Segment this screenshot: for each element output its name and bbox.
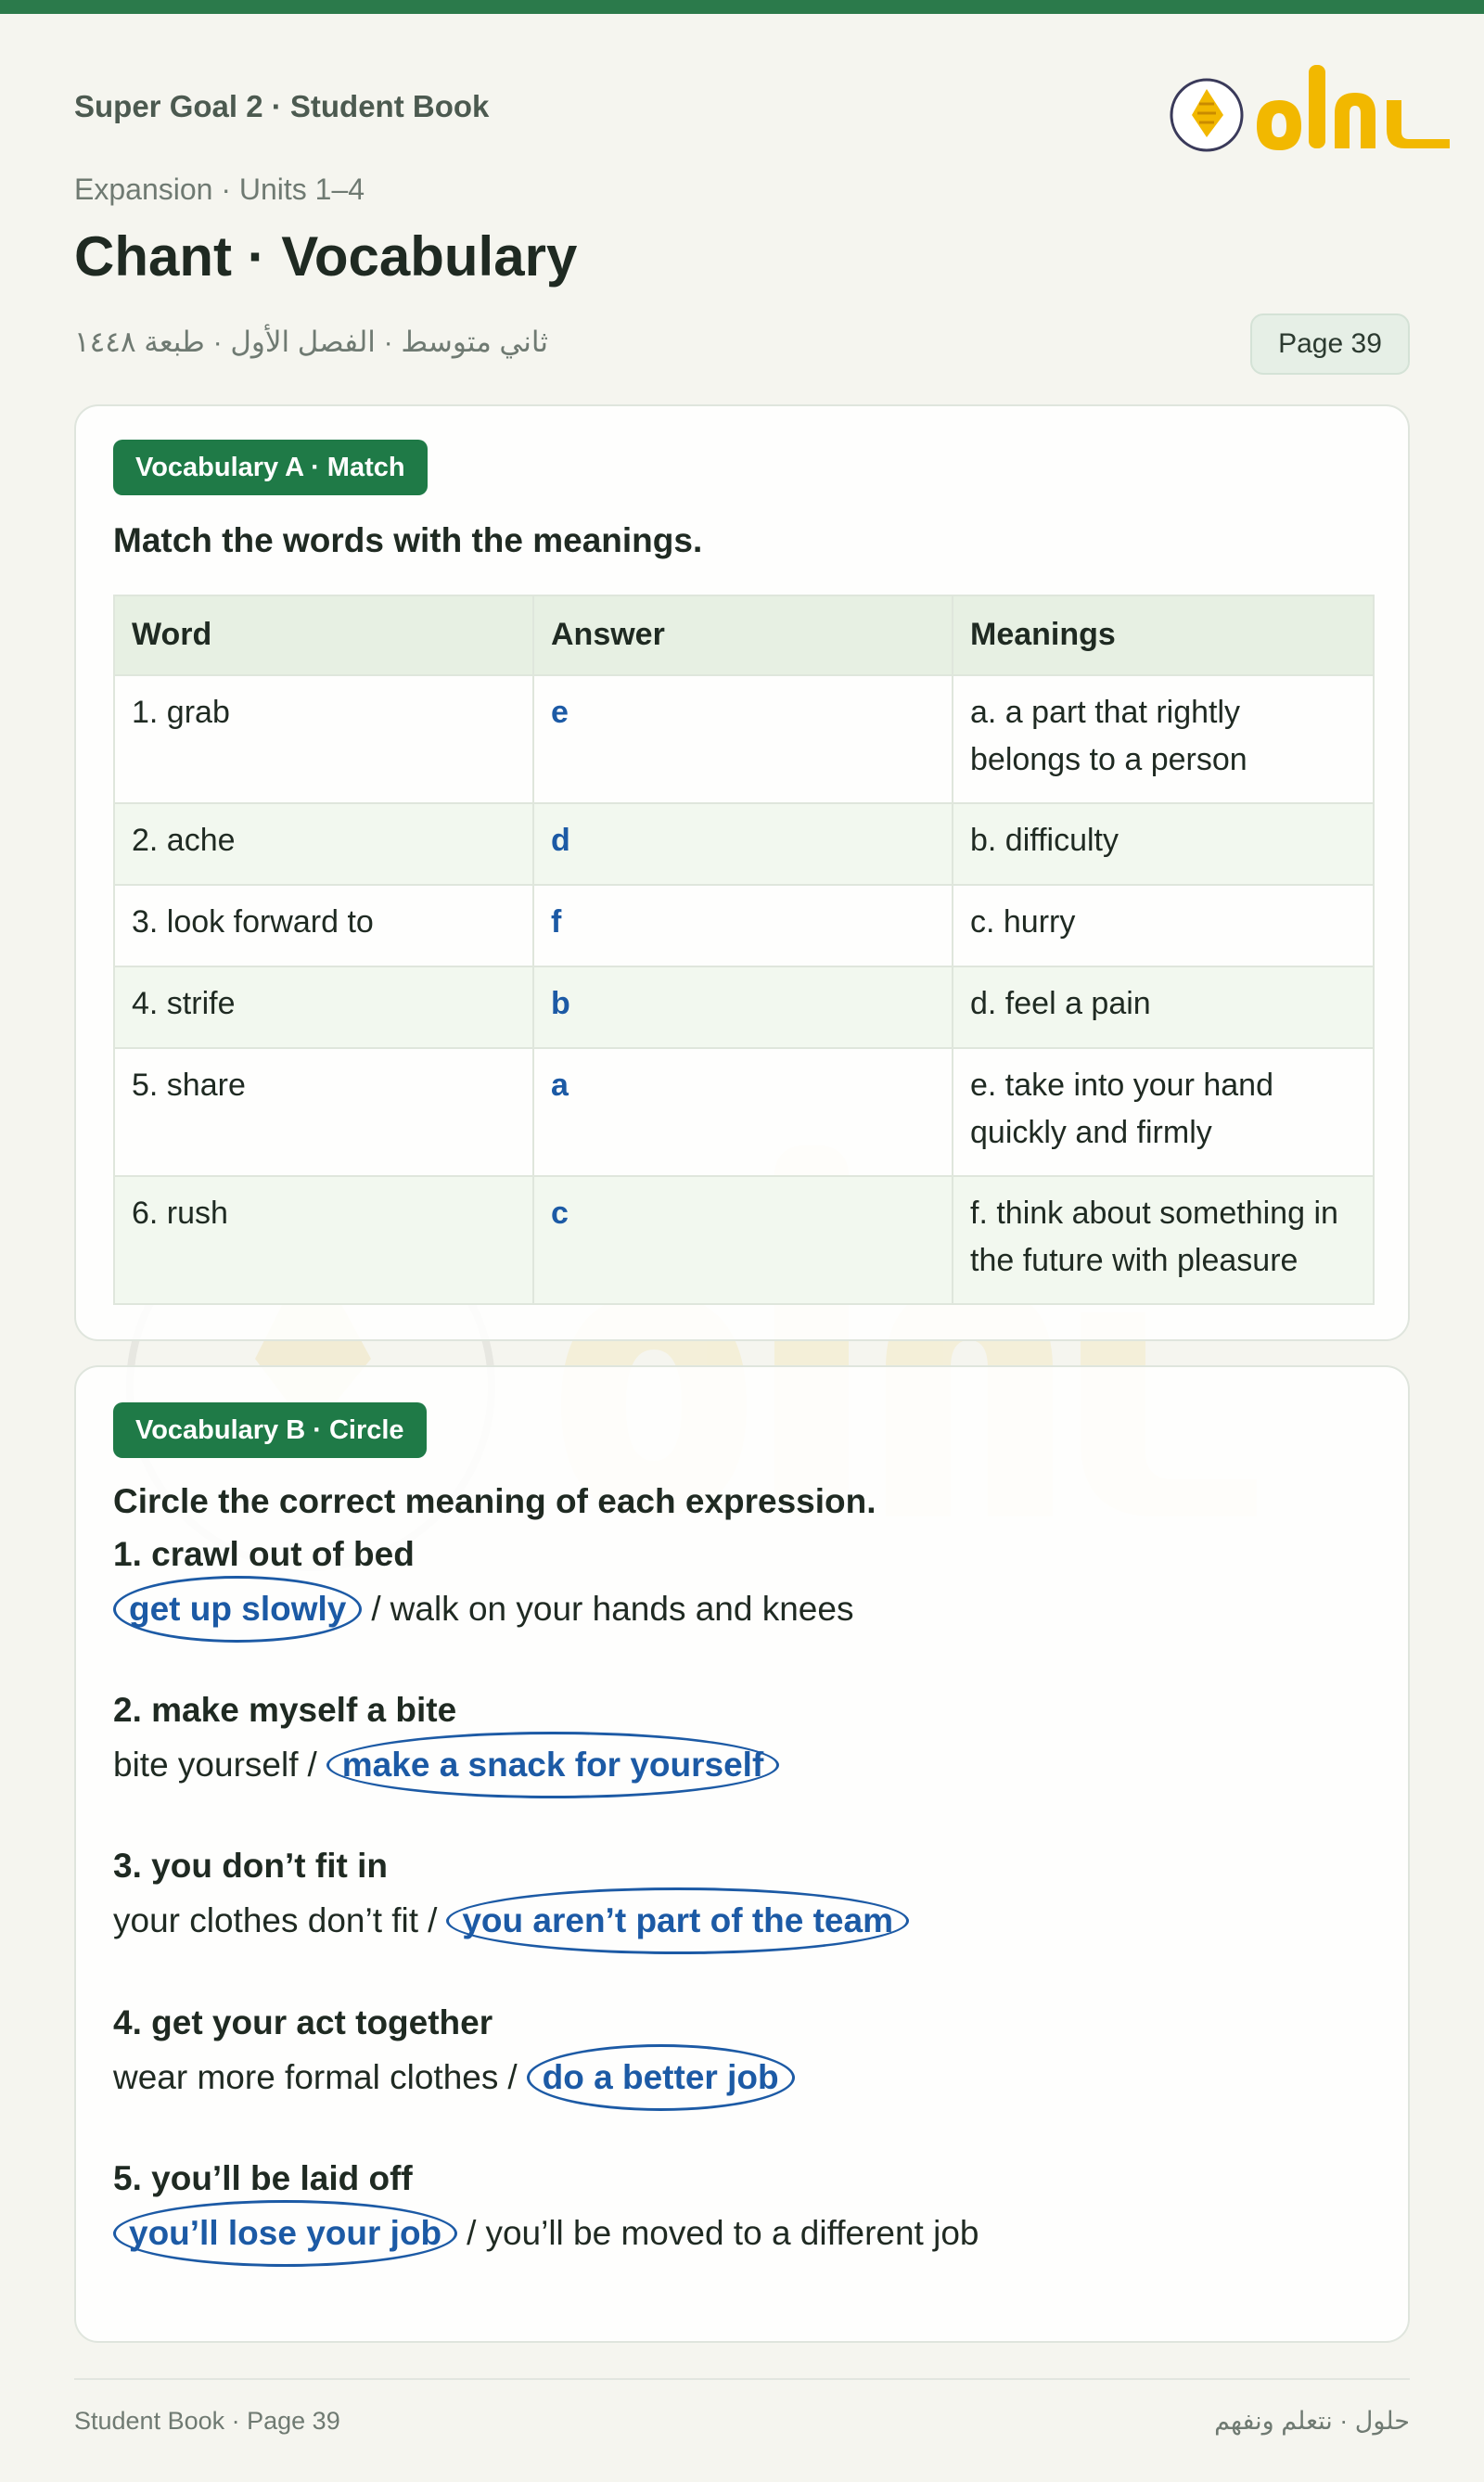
word-cell: 5. share [114, 1048, 533, 1176]
footer-divider [74, 2378, 1410, 2380]
question-3-expression: 3. you don’t fit in [113, 1847, 388, 1885]
meaning-cell: b. difficulty [953, 803, 1374, 885]
match-table [113, 595, 1375, 1305]
top-accent-bar [0, 0, 1484, 14]
word-cell: 4. strife [114, 966, 533, 1048]
section-b-instruction: Circle the correct meaning of each expression. [113, 1482, 876, 1520]
option-separator: / [467, 2214, 477, 2252]
question-1-expression: 1. crawl out of bed [113, 1535, 415, 1573]
option-circled: get up slowly [113, 1576, 362, 1643]
section-a-instruction: Match the words with the meanings. [113, 521, 703, 559]
page-number-badge: Page 39 [1250, 313, 1410, 375]
table-row [114, 675, 1374, 803]
answer-cell: d [533, 803, 953, 885]
meaning-cell: e. take into your hand quickly and firmly [953, 1048, 1374, 1176]
question-5-expression: 5. you’ll be laid off [113, 2159, 413, 2197]
question-2-options [113, 1731, 779, 1799]
question-5-options [113, 2199, 979, 2268]
vocabulary-b-card [74, 1365, 1410, 2343]
page-title: Chant · Vocabulary [74, 225, 578, 288]
meaning-cell: a. a part that rightly belongs to a person [953, 675, 1374, 803]
table-row [114, 803, 1374, 885]
meaning-cell: f. think about something in the future with pleasure [953, 1176, 1374, 1304]
option-circled: do a better job [527, 2044, 795, 2111]
vocabulary-a-card [74, 404, 1410, 1341]
option-circled: you’ll lose your job [113, 2200, 457, 2267]
table-row [114, 1176, 1374, 1304]
footer-page-info: Student Book · Page 39 [74, 2407, 340, 2435]
section-a-tag: Vocabulary A · Match [113, 440, 428, 495]
option-separator: / [507, 2058, 518, 2096]
word-cell: 1. grab [114, 675, 533, 803]
column-header-meanings: Meanings [953, 595, 1374, 675]
table-header-row [114, 595, 1374, 675]
question-1-options [113, 1575, 853, 1644]
option-plain: your clothes don’t fit [113, 1901, 419, 1939]
meaning-cell: c. hurry [953, 885, 1374, 966]
section-b-tag: Vocabulary B · Circle [113, 1402, 427, 1458]
question-3-options [113, 1887, 909, 1955]
page-subtitle: Expansion · Units 1–4 [74, 173, 365, 206]
book-series-title: Super Goal 2 · Student Book [74, 89, 490, 123]
option-plain: walk on your hands and knees [390, 1590, 854, 1628]
option-circled: you aren’t part of the team [446, 1887, 909, 1954]
table-row [114, 885, 1374, 966]
option-circled: make a snack for yourself [326, 1732, 780, 1798]
word-cell: 6. rush [114, 1176, 533, 1304]
answer-cell: b [533, 966, 953, 1048]
option-separator: / [371, 1590, 381, 1628]
answer-cell: c [533, 1176, 953, 1304]
footer-brand-tagline: حلول · نتعلم ونفهم [1214, 2407, 1410, 2435]
meaning-cell: d. feel a pain [953, 966, 1374, 1048]
hulul-logo [1164, 58, 1470, 161]
column-header-word: Word [114, 595, 533, 675]
question-4-options [113, 2043, 795, 2112]
answer-cell: a [533, 1048, 953, 1176]
option-plain: wear more formal clothes [113, 2058, 499, 2096]
question-2-expression: 2. make myself a bite [113, 1691, 457, 1729]
option-plain: you’ll be moved to a different job [485, 2214, 979, 2252]
arabic-grade-info: ثاني متوسط · الفصل الأول · طبعة ١٤٤٨ [74, 326, 548, 358]
question-4-expression: 4. get your act together [113, 2003, 493, 2041]
answer-cell: f [533, 885, 953, 966]
word-cell: 2. ache [114, 803, 533, 885]
option-separator: / [307, 1746, 317, 1784]
table-row [114, 1048, 1374, 1176]
answer-cell: e [533, 675, 953, 803]
option-separator: / [428, 1901, 438, 1939]
word-cell: 3. look forward to [114, 885, 533, 966]
column-header-answer: Answer [533, 595, 953, 675]
table-row [114, 966, 1374, 1048]
option-plain: bite yourself [113, 1746, 299, 1784]
